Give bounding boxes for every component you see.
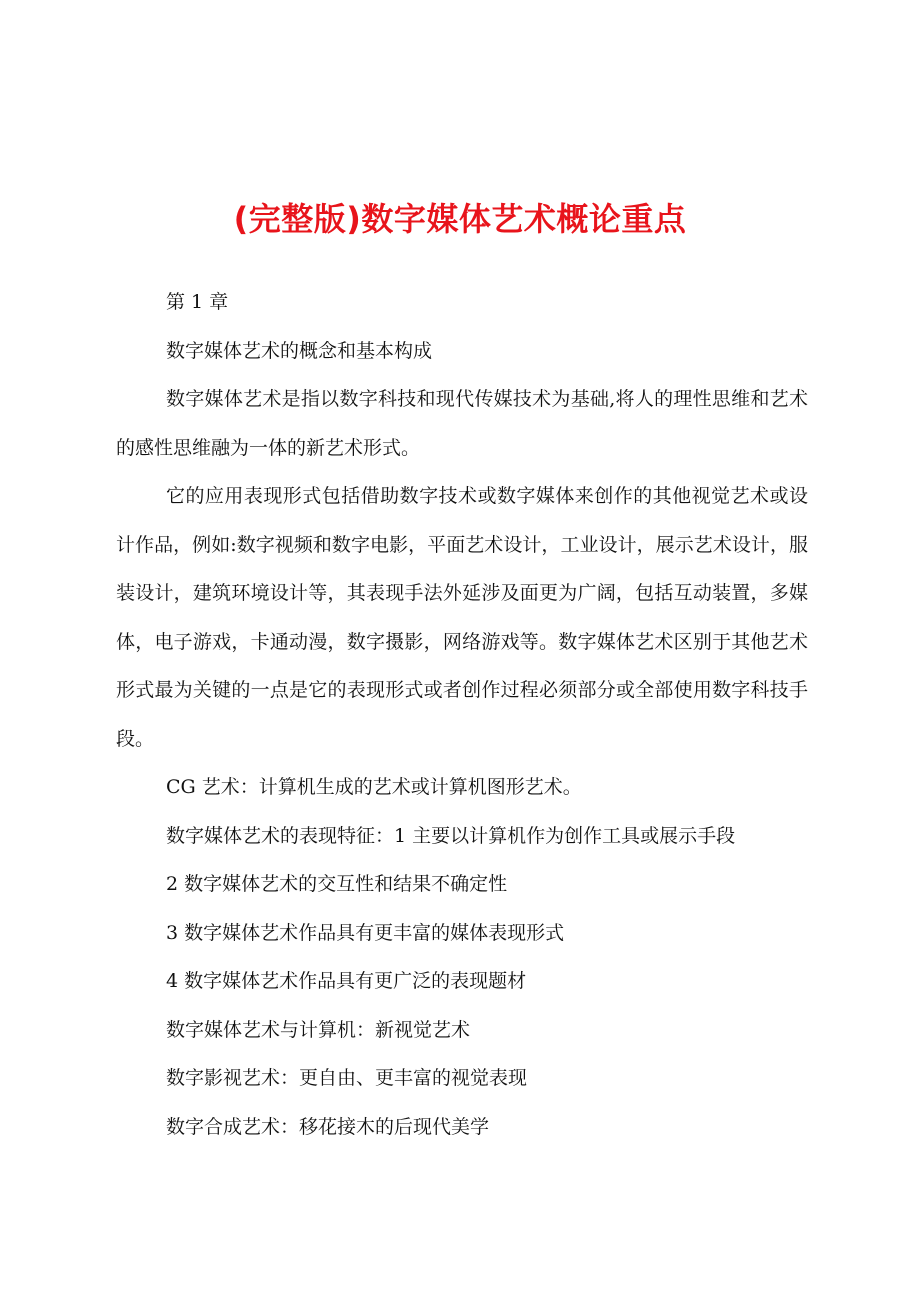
paragraph: 数字媒体艺术的表现特征：1 主要以计算机作为创作工具或展示手段: [166, 824, 736, 847]
paragraph: CG 艺术：计算机生成的艺术或计算机图形艺术。: [166, 776, 582, 798]
section-heading: 数字媒体艺术的概念和基本构成: [166, 339, 433, 362]
document-title: (完整版)数字媒体艺术概论重点: [233, 200, 687, 238]
paragraph: 数字合成艺术：移花接木的后现代美学: [166, 1115, 490, 1138]
paragraph: 数字影视艺术：更自由、更丰富的视觉表现: [166, 1067, 528, 1089]
chapter-heading: 第 1 章: [166, 291, 229, 313]
paragraph: 数字媒体艺术与计算机：新视觉艺术: [166, 1018, 471, 1041]
list-item: 2 数字媒体艺术的交互性和结果不确定性: [166, 873, 508, 895]
list-item: 4 数字媒体艺术作品具有更广泛的表现题材: [166, 970, 527, 992]
paragraph: 它的应用表现形式包括借助数字技术或数字媒体来创作的其他视觉艺术或设计作品，例如:数字视频和数字电影，平面艺术设计，工业设计，展示艺术设计，服装设计，建筑环境设计等，其表现手法外延涉及面更为广阔，包括互动装置，多媒体，电子游戏，卡通动漫，数字摄影，网络游戏等。数字媒体艺术区别于其他艺术形式最为关键的一点是它的表现形式或者创作过程必须部分或全部使用数字科技手段。: [116, 485, 808, 750]
document-body: [116, 278, 808, 1151]
list-item: 3 数字媒体艺术作品具有更丰富的媒体表现形式: [166, 921, 565, 944]
paragraph: 数字媒体艺术是指以数字科技和现代传媒技术为基础,将人的理性思维和艺术的感性思维融为一体的新艺术形式。: [116, 388, 808, 459]
